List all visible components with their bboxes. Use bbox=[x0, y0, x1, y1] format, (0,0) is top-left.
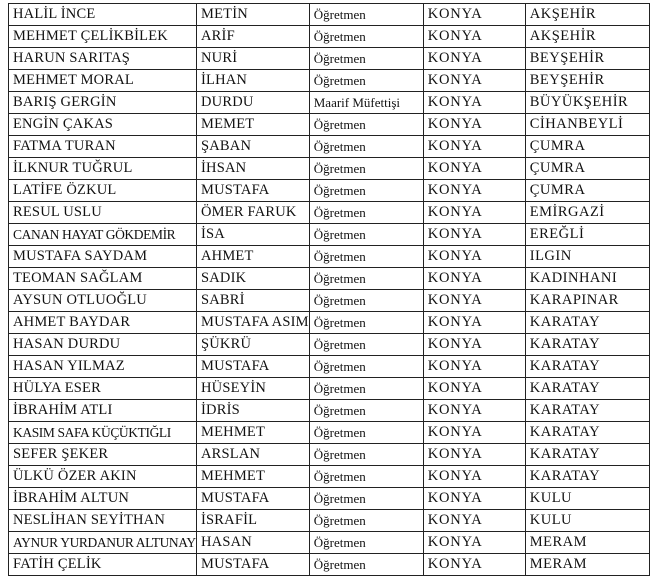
table-row bbox=[9, 224, 650, 246]
district-cell: KARATAY bbox=[525, 378, 649, 400]
full-name-cell: ENGİN ÇAKAS bbox=[9, 114, 197, 136]
city-cell: KONYA bbox=[423, 334, 525, 356]
city-cell: KONYA bbox=[423, 92, 525, 114]
district-cell: EMİRGAZİ bbox=[525, 202, 649, 224]
father-name-cell: İSA bbox=[197, 224, 310, 246]
district-cell: CİHANBEYLİ bbox=[525, 114, 649, 136]
role-cell: Öğretmen bbox=[309, 422, 423, 444]
role-cell: Öğretmen bbox=[309, 48, 423, 70]
father-name-cell: SABRİ bbox=[197, 290, 310, 312]
full-name-cell: TEOMAN SAĞLAM bbox=[9, 268, 197, 290]
table-row bbox=[9, 356, 650, 378]
city-cell: KONYA bbox=[423, 48, 525, 70]
district-cell: MERAM bbox=[525, 532, 649, 554]
role-cell: Öğretmen bbox=[309, 554, 423, 576]
district-cell: ÇUMRA bbox=[525, 180, 649, 202]
district-cell: BÜYÜKŞEHİR bbox=[525, 92, 649, 114]
father-name-cell: NURİ bbox=[197, 48, 310, 70]
table-row bbox=[9, 466, 650, 488]
city-cell: KONYA bbox=[423, 114, 525, 136]
city-cell: KONYA bbox=[423, 466, 525, 488]
father-name-cell: MUSTAFA bbox=[197, 180, 310, 202]
city-cell: KONYA bbox=[423, 246, 525, 268]
role-cell: Öğretmen bbox=[309, 268, 423, 290]
role-cell: Öğretmen bbox=[309, 202, 423, 224]
district-cell: KARATAY bbox=[525, 444, 649, 466]
father-name-cell: ÖMER FARUK bbox=[197, 202, 310, 224]
city-cell: KONYA bbox=[423, 202, 525, 224]
district-cell: AKŞEHİR bbox=[525, 4, 649, 26]
city-cell: KONYA bbox=[423, 158, 525, 180]
role-cell: Öğretmen bbox=[309, 312, 423, 334]
personnel-table-body bbox=[9, 4, 650, 576]
city-cell: KONYA bbox=[423, 4, 525, 26]
table-row bbox=[9, 312, 650, 334]
district-cell: BEYŞEHİR bbox=[525, 70, 649, 92]
father-name-cell: AHMET bbox=[197, 246, 310, 268]
father-name-cell: MUSTAFA bbox=[197, 356, 310, 378]
full-name-cell: FATMA TURAN bbox=[9, 136, 197, 158]
role-cell: Maarif Müfettişi bbox=[309, 92, 423, 114]
role-cell: Öğretmen bbox=[309, 356, 423, 378]
role-cell: Öğretmen bbox=[309, 334, 423, 356]
full-name-cell: FATİH ÇELİK bbox=[9, 554, 197, 576]
table-row bbox=[9, 158, 650, 180]
father-name-cell: MUSTAFA bbox=[197, 554, 310, 576]
table-row bbox=[9, 422, 650, 444]
role-cell: Öğretmen bbox=[309, 4, 423, 26]
role-cell: Öğretmen bbox=[309, 26, 423, 48]
role-cell: Öğretmen bbox=[309, 488, 423, 510]
full-name-cell: MUSTAFA SAYDAM bbox=[9, 246, 197, 268]
full-name-cell: RESUL USLU bbox=[9, 202, 197, 224]
table-row bbox=[9, 246, 650, 268]
table-row bbox=[9, 510, 650, 532]
city-cell: KONYA bbox=[423, 268, 525, 290]
table-row bbox=[9, 180, 650, 202]
district-cell: KADINHANI bbox=[525, 268, 649, 290]
full-name-cell: HASAN DURDU bbox=[9, 334, 197, 356]
full-name-cell: HALİL İNCE bbox=[9, 4, 197, 26]
full-name-cell: ÜLKÜ ÖZER AKIN bbox=[9, 466, 197, 488]
district-cell: ILGIN bbox=[525, 246, 649, 268]
role-cell: Öğretmen bbox=[309, 290, 423, 312]
father-name-cell: MUSTAFA ASIM bbox=[197, 312, 310, 334]
city-cell: KONYA bbox=[423, 422, 525, 444]
district-cell: KARATAY bbox=[525, 356, 649, 378]
city-cell: KONYA bbox=[423, 136, 525, 158]
role-cell: Öğretmen bbox=[309, 510, 423, 532]
city-cell: KONYA bbox=[423, 444, 525, 466]
table-row bbox=[9, 488, 650, 510]
role-cell: Öğretmen bbox=[309, 224, 423, 246]
full-name-cell: İBRAHİM ALTUN bbox=[9, 488, 197, 510]
city-cell: KONYA bbox=[423, 312, 525, 334]
district-cell: KULU bbox=[525, 488, 649, 510]
role-cell: Öğretmen bbox=[309, 466, 423, 488]
table-row bbox=[9, 48, 650, 70]
father-name-cell: İHSAN bbox=[197, 158, 310, 180]
table-row bbox=[9, 136, 650, 158]
role-cell: Öğretmen bbox=[309, 246, 423, 268]
table-row bbox=[9, 92, 650, 114]
father-name-cell: ARİF bbox=[197, 26, 310, 48]
table-row bbox=[9, 400, 650, 422]
father-name-cell: MEMET bbox=[197, 114, 310, 136]
table-row bbox=[9, 4, 650, 26]
father-name-cell: MEHMET bbox=[197, 422, 310, 444]
city-cell: KONYA bbox=[423, 180, 525, 202]
role-cell: Öğretmen bbox=[309, 114, 423, 136]
table-row bbox=[9, 114, 650, 136]
district-cell: ÇUMRA bbox=[525, 136, 649, 158]
table-row bbox=[9, 378, 650, 400]
father-name-cell: SADIK bbox=[197, 268, 310, 290]
full-name-cell: HASAN YILMAZ bbox=[9, 356, 197, 378]
full-name-cell: HARUN SARITAŞ bbox=[9, 48, 197, 70]
district-cell: KARAPINAR bbox=[525, 290, 649, 312]
full-name-cell: LATİFE ÖZKUL bbox=[9, 180, 197, 202]
full-name-cell: BARIŞ GERGİN bbox=[9, 92, 197, 114]
district-cell: KARATAY bbox=[525, 422, 649, 444]
table-row bbox=[9, 444, 650, 466]
father-name-cell: HÜSEYİN bbox=[197, 378, 310, 400]
father-name-cell: İDRİS bbox=[197, 400, 310, 422]
city-cell: KONYA bbox=[423, 26, 525, 48]
role-cell: Öğretmen bbox=[309, 378, 423, 400]
father-name-cell: DURDU bbox=[197, 92, 310, 114]
city-cell: KONYA bbox=[423, 290, 525, 312]
role-cell: Öğretmen bbox=[309, 70, 423, 92]
district-cell: KARATAY bbox=[525, 466, 649, 488]
personnel-table bbox=[8, 3, 650, 576]
full-name-cell: NESLİHAN SEYİTHAN bbox=[9, 510, 197, 532]
role-cell: Öğretmen bbox=[309, 180, 423, 202]
city-cell: KONYA bbox=[423, 510, 525, 532]
full-name-cell: İLKNUR TUĞRUL bbox=[9, 158, 197, 180]
father-name-cell: İLHAN bbox=[197, 70, 310, 92]
full-name-cell: SEFER ŞEKER bbox=[9, 444, 197, 466]
father-name-cell: ARSLAN bbox=[197, 444, 310, 466]
full-name-cell: KASIM SAFA KÜÇÜKTIĞLI bbox=[9, 422, 197, 444]
district-cell: BEYŞEHİR bbox=[525, 48, 649, 70]
father-name-cell: HASAN bbox=[197, 532, 310, 554]
district-cell: ÇUMRA bbox=[525, 158, 649, 180]
city-cell: KONYA bbox=[423, 488, 525, 510]
father-name-cell: ŞÜKRÜ bbox=[197, 334, 310, 356]
district-cell: AKŞEHİR bbox=[525, 26, 649, 48]
full-name-cell: AHMET BAYDAR bbox=[9, 312, 197, 334]
city-cell: KONYA bbox=[423, 532, 525, 554]
father-name-cell: METİN bbox=[197, 4, 310, 26]
father-name-cell: ŞABAN bbox=[197, 136, 310, 158]
table-row bbox=[9, 334, 650, 356]
city-cell: KONYA bbox=[423, 224, 525, 246]
table-row bbox=[9, 70, 650, 92]
district-cell: KARATAY bbox=[525, 334, 649, 356]
table-row bbox=[9, 532, 650, 554]
role-cell: Öğretmen bbox=[309, 158, 423, 180]
city-cell: KONYA bbox=[423, 378, 525, 400]
father-name-cell: İSRAFİL bbox=[197, 510, 310, 532]
father-name-cell: MUSTAFA bbox=[197, 488, 310, 510]
role-cell: Öğretmen bbox=[309, 532, 423, 554]
city-cell: KONYA bbox=[423, 554, 525, 576]
district-cell: EREĞLİ bbox=[525, 224, 649, 246]
table-row bbox=[9, 202, 650, 224]
full-name-cell: AYNUR YURDANUR ALTUNAY bbox=[9, 532, 197, 554]
city-cell: KONYA bbox=[423, 400, 525, 422]
district-cell: KARATAY bbox=[525, 400, 649, 422]
district-cell: MERAM bbox=[525, 554, 649, 576]
role-cell: Öğretmen bbox=[309, 400, 423, 422]
full-name-cell: HÜLYA ESER bbox=[9, 378, 197, 400]
father-name-cell: MEHMET bbox=[197, 466, 310, 488]
role-cell: Öğretmen bbox=[309, 444, 423, 466]
district-cell: KULU bbox=[525, 510, 649, 532]
full-name-cell: İBRAHİM ATLI bbox=[9, 400, 197, 422]
city-cell: KONYA bbox=[423, 70, 525, 92]
role-cell: Öğretmen bbox=[309, 136, 423, 158]
table-row bbox=[9, 268, 650, 290]
full-name-cell: MEHMET MORAL bbox=[9, 70, 197, 92]
table-row bbox=[9, 554, 650, 576]
full-name-cell: MEHMET ÇELİKBİLEK bbox=[9, 26, 197, 48]
full-name-cell: AYSUN OTLUOĞLU bbox=[9, 290, 197, 312]
city-cell: KONYA bbox=[423, 356, 525, 378]
table-row bbox=[9, 26, 650, 48]
table-row bbox=[9, 290, 650, 312]
district-cell: KARATAY bbox=[525, 312, 649, 334]
full-name-cell: CANAN HAYAT GÖKDEMİR bbox=[9, 224, 197, 246]
